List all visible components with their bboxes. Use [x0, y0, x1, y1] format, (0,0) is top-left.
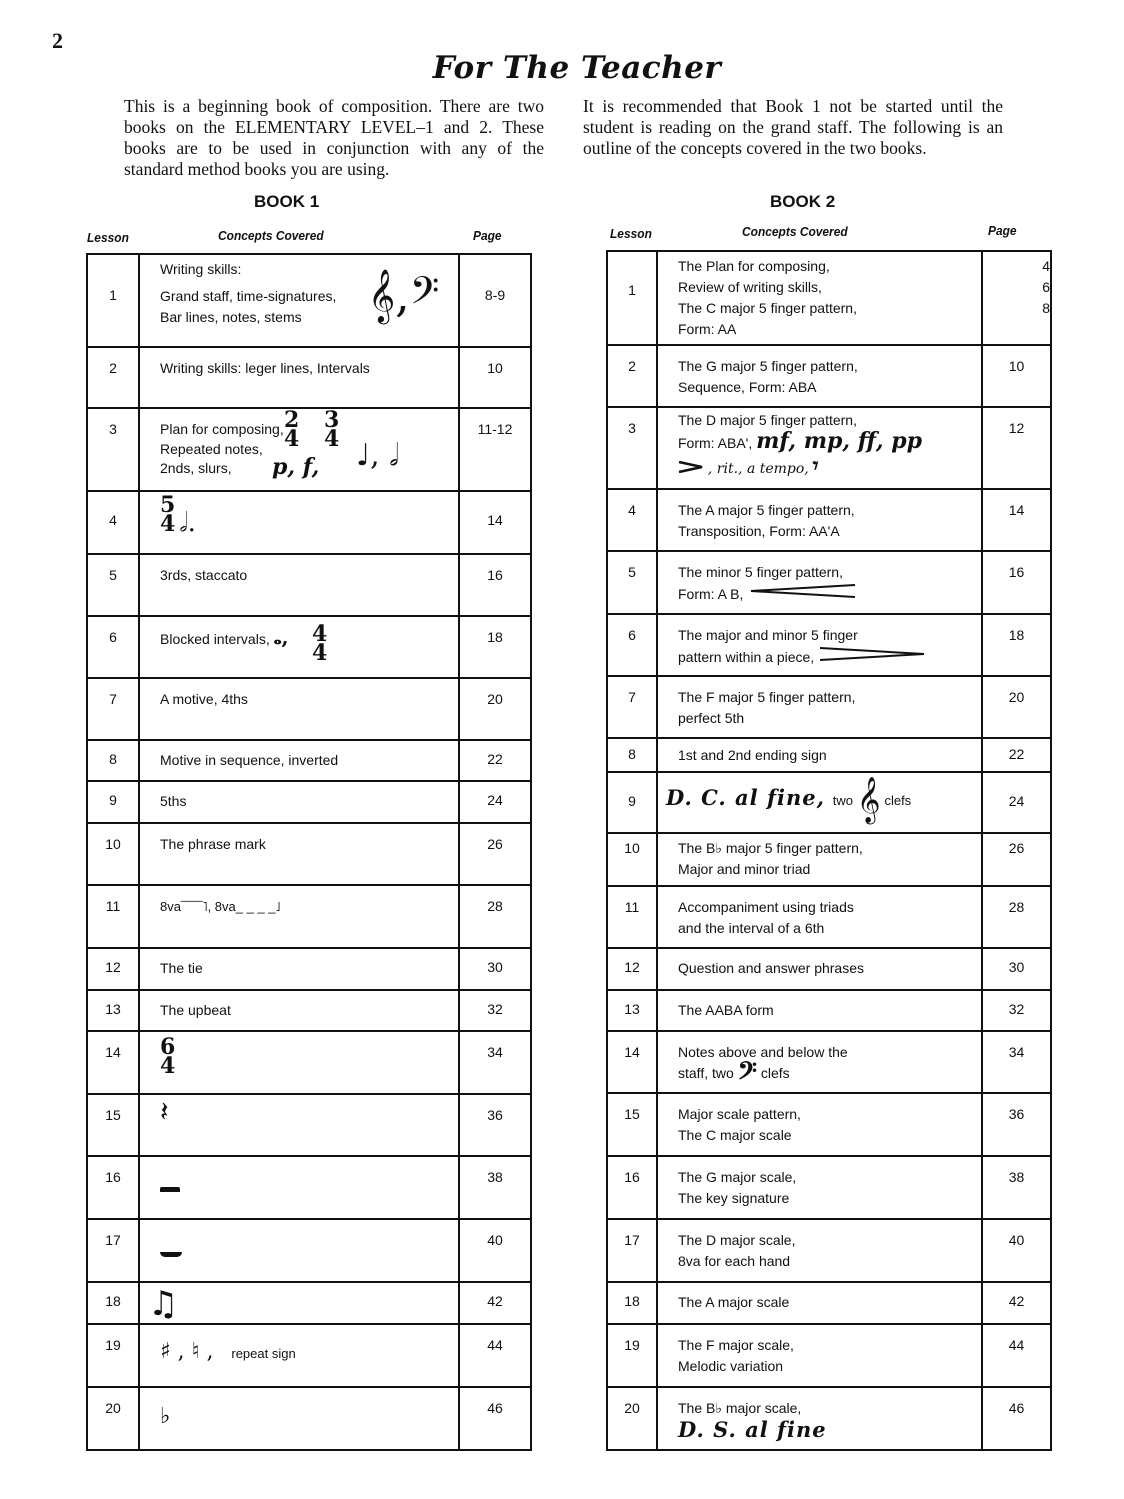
concept-line: The F major 5 finger pattern,: [678, 689, 856, 705]
concept-cell: [657, 551, 982, 614]
concept-cell: [657, 345, 982, 407]
table-row: [607, 251, 1051, 345]
book2-concepts-header: Concepts Covered: [742, 224, 848, 239]
table-row: [87, 948, 531, 990]
concept-cell: 5ths: [139, 781, 459, 823]
table-row: [607, 738, 1051, 772]
time-signature-6-4: 6 4: [160, 1034, 176, 1079]
ds-al-fine-text: D. S. al fine: [678, 1417, 827, 1442]
table-row: [87, 1219, 531, 1282]
lesson-number: 13: [87, 990, 139, 1031]
table-row: [87, 408, 531, 491]
table-row: [87, 554, 531, 616]
page-cell: 42: [459, 1282, 531, 1324]
lesson-number: 15: [607, 1093, 657, 1156]
table-row: [607, 1324, 1051, 1387]
lesson-number: 1: [607, 251, 657, 345]
flat-icon: ♭: [160, 1403, 171, 1429]
time-signature-5-4: 5 4: [160, 492, 176, 537]
page-cell: 18: [459, 616, 531, 678]
concept-cell: [657, 833, 982, 886]
page-cell: 20: [982, 676, 1051, 738]
sharp-natural-icon: ♯ , ♮ ,: [160, 1339, 214, 1364]
concept-line: Major scale pattern,: [678, 1106, 801, 1122]
lesson-number: 7: [87, 678, 139, 740]
page-value: 8: [1042, 300, 1050, 316]
whole-note-icon: 𝅝,: [273, 625, 289, 649]
lesson-number: 17: [607, 1219, 657, 1282]
treble-clef-icon: 𝄞: [856, 777, 881, 823]
page-cell: 18: [982, 614, 1051, 676]
book2-title: BOOK 2: [770, 192, 836, 211]
concept-line: The C major 5 finger pattern,: [678, 300, 857, 316]
concept-cell: [657, 1156, 982, 1219]
lesson-number: 16: [607, 1156, 657, 1219]
page-cell: 24: [459, 781, 531, 823]
book2-table: [606, 250, 1052, 1451]
intro-left-paragraph: This is a beginning book of composition. There are two books on the ELEMENTARY LEVEL–1 and 2. These books are to be used in conjunction with any of the standard method books you are using.: [124, 96, 544, 179]
concept-line: The G major scale,: [678, 1169, 797, 1185]
table-row: [87, 781, 531, 823]
lesson-number: 18: [87, 1282, 139, 1324]
page-cell: 46: [982, 1387, 1051, 1450]
concept-line: staff, two: [678, 1065, 734, 1081]
concept-line: clefs: [760, 1065, 790, 1081]
page-cell: 10: [459, 347, 531, 408]
table-row: [87, 990, 531, 1031]
concept-line: The B♭ major scale,: [678, 1400, 802, 1416]
concept-line: Major and minor triad: [678, 861, 811, 877]
page-cell: 8-9: [459, 254, 531, 347]
table-row: [607, 886, 1051, 948]
concept-cell: [657, 676, 982, 738]
concept-cell: Question and answer phrases: [657, 948, 982, 990]
concept-line: clefs: [884, 793, 912, 808]
concept-cell: 8va‾‾‾‾‾˥, 8va_ _ _ _˩: [139, 885, 459, 948]
book1-lesson-header: Lesson: [87, 230, 129, 245]
table-row: [87, 823, 531, 885]
concept-cell: 3rds, staccato: [139, 554, 459, 616]
lesson-number: 1: [87, 254, 139, 347]
table-row: [607, 676, 1051, 738]
table-row: [607, 614, 1051, 676]
concept-cell: [657, 772, 982, 833]
page-cell: 32: [982, 990, 1051, 1031]
bass-clef-icon: 𝄢: [737, 1057, 757, 1092]
table-row: [607, 1219, 1051, 1282]
concept-line: The A major 5 finger pattern,: [678, 502, 855, 518]
page-cell: 40: [459, 1219, 531, 1282]
table-row: [607, 1031, 1051, 1093]
concept-line: Bar lines, notes, stems: [160, 309, 302, 325]
lesson-number: 10: [607, 833, 657, 886]
table-row: [607, 551, 1051, 614]
concept-cell: [657, 489, 982, 551]
lesson-number: 14: [87, 1031, 139, 1094]
concept-cell: [139, 1324, 459, 1387]
lesson-number: 5: [87, 554, 139, 616]
page-cell: 40: [982, 1219, 1051, 1282]
concept-cell: The A major scale: [657, 1282, 982, 1324]
book1-page-header: Page: [473, 228, 502, 243]
lesson-number: 8: [607, 738, 657, 772]
table-row: [607, 1156, 1051, 1219]
lesson-number: 5: [607, 551, 657, 614]
lesson-number: 2: [87, 347, 139, 408]
page-cell: 12: [982, 407, 1051, 489]
concept-cell: [139, 1156, 459, 1219]
lesson-number: 11: [87, 885, 139, 948]
page-cell: 22: [459, 740, 531, 781]
book2-lesson-header: Lesson: [610, 226, 652, 241]
table-row: [87, 491, 531, 554]
lesson-number: 8: [87, 740, 139, 781]
table-row: [87, 678, 531, 740]
lesson-number: 3: [607, 407, 657, 489]
table-row: [607, 990, 1051, 1031]
concept-line: and the interval of a 6th: [678, 920, 825, 936]
book2-page-header: Page: [988, 223, 1017, 238]
concept-line: Writing skills:: [160, 261, 242, 277]
page-cell: 36: [459, 1094, 531, 1156]
concept-cell: [657, 1093, 982, 1156]
concept-cell: A motive, 4ths: [139, 678, 459, 740]
concept-line: Plan for composing,: [160, 421, 284, 437]
page-cell: 42: [982, 1282, 1051, 1324]
concept-line: Grand staff, time-signatures,: [160, 288, 337, 304]
lesson-number: 2: [607, 345, 657, 407]
concept-line: The key signature: [678, 1190, 790, 1206]
page-cell: 30: [459, 948, 531, 990]
table-row: [87, 347, 531, 408]
page-cell: 20: [459, 678, 531, 740]
page-value: 4: [1042, 258, 1050, 274]
page-cell: 28: [459, 885, 531, 948]
page-cell: 11-12: [459, 408, 531, 491]
table-row: [87, 254, 531, 347]
time-signature-3-4: 3 4: [324, 407, 340, 452]
concept-cell: The tie: [139, 948, 459, 990]
table-row: [607, 489, 1051, 551]
crescendo-icon: [747, 583, 857, 599]
concept-cell: Motive in sequence, inverted: [139, 740, 459, 781]
concept-cell: [657, 251, 982, 345]
half-rest-icon: [160, 1187, 180, 1192]
table-row: [607, 772, 1051, 833]
lesson-number: 12: [87, 948, 139, 990]
table-row: [607, 407, 1051, 489]
table-row: [607, 948, 1051, 990]
lesson-number: 14: [607, 1031, 657, 1093]
page-cell: 44: [982, 1324, 1051, 1387]
page-cell: 36: [982, 1093, 1051, 1156]
concept-line: The C major scale: [678, 1127, 792, 1143]
page-cell: 10: [982, 345, 1051, 407]
lesson-number: 4: [607, 489, 657, 551]
concept-line: The F major scale,: [678, 1337, 794, 1353]
concept-cell: [139, 1387, 459, 1450]
decrescendo-icon: [818, 646, 926, 662]
concept-cell: [139, 254, 459, 347]
concept-cell: [139, 1282, 459, 1324]
table-row: [87, 740, 531, 781]
page-cell: 34: [459, 1031, 531, 1094]
concept-line: repeat sign: [231, 1346, 296, 1361]
page-cell: 22: [982, 738, 1051, 772]
lesson-number: 6: [607, 614, 657, 676]
lesson-number: 10: [87, 823, 139, 885]
lesson-number: 4: [87, 491, 139, 554]
page-cell: 26: [982, 833, 1051, 886]
lesson-number: 13: [607, 990, 657, 1031]
page-number: 2: [52, 28, 63, 53]
lesson-number: 11: [607, 886, 657, 948]
table-row: [87, 1094, 531, 1156]
concept-line: Accompaniment using triads: [678, 899, 854, 915]
concept-line: The D major 5 finger pattern,: [678, 412, 857, 428]
tempo-markings: , rit., a tempo,: [707, 461, 809, 477]
concept-line: Blocked intervals,: [160, 631, 270, 647]
concept-line: pattern within a piece,: [678, 649, 815, 665]
book1-concepts-header: Concepts Covered: [218, 228, 324, 243]
dotted-half-note-icon: 𝅗𝅥.: [179, 508, 196, 538]
lesson-number: 17: [87, 1219, 139, 1282]
table-row: [607, 1387, 1051, 1450]
concept-cell: [139, 491, 459, 554]
page-cell: 24: [982, 772, 1051, 833]
concept-cell: The upbeat: [139, 990, 459, 1031]
table-row: [607, 345, 1051, 407]
page-cell: 44: [459, 1324, 531, 1387]
lesson-number: 20: [87, 1387, 139, 1450]
page-cell: 46: [459, 1387, 531, 1450]
concept-line: The D major scale,: [678, 1232, 796, 1248]
dynamics-mf-mp-ff-pp: mf, mp, ff, pp: [756, 428, 922, 454]
intro-right-paragraph: It is recommended that Book 1 not be started until the student is reading on the grand staff. The following is an outline of the concepts covered in the two books.: [583, 96, 1003, 158]
table-row: [87, 1031, 531, 1094]
page-cell: 14: [459, 491, 531, 554]
beamed-eighth-notes-icon: ♫: [148, 1284, 179, 1324]
page-cell: [982, 251, 1051, 345]
lesson-number: 3: [87, 408, 139, 491]
page-cell: 38: [982, 1156, 1051, 1219]
treble-bass-clef-icon: 𝄞,𝄢: [368, 268, 440, 322]
lesson-number: 15: [87, 1094, 139, 1156]
concept-cell: [657, 1387, 982, 1450]
lesson-number: 20: [607, 1387, 657, 1450]
concept-line: Melodic variation: [678, 1358, 784, 1374]
book1-table: [86, 253, 532, 1451]
book1-title: BOOK 1: [254, 192, 320, 211]
concept-line: The minor 5 finger pattern,: [678, 564, 843, 580]
concept-line: 8va for each hand: [678, 1253, 791, 1269]
whole-rest-icon: [160, 1252, 182, 1257]
concept-line: Notes above and below the: [678, 1044, 848, 1060]
page-value: 6: [1042, 279, 1050, 295]
page-cell: 38: [459, 1156, 531, 1219]
concept-cell: [139, 408, 459, 491]
concept-cell: The phrase mark: [139, 823, 459, 885]
concept-line: Transposition, Form: AA'A: [678, 523, 840, 539]
page-cell: 32: [459, 990, 531, 1031]
lesson-number: 19: [607, 1324, 657, 1387]
lesson-number: 12: [607, 948, 657, 990]
concept-line: The Plan for composing,: [678, 258, 830, 274]
accent-icon: [678, 461, 704, 473]
time-signature-2-4: 2 4: [284, 407, 300, 452]
dynamics-p-f: p, f,: [272, 454, 320, 480]
concept-line: Sequence, Form: ABA: [678, 379, 817, 395]
concept-line: Form: AA: [678, 321, 737, 337]
lesson-number: 9: [87, 781, 139, 823]
page-cell: 16: [982, 551, 1051, 614]
page-cell: 28: [982, 886, 1051, 948]
dc-al-fine-text: D. C. al fine,: [666, 785, 825, 810]
concept-cell: 1st and 2nd ending sign: [657, 738, 982, 772]
page-cell: 26: [459, 823, 531, 885]
page-title: For The Teacher: [432, 50, 722, 86]
quarter-half-note-icon: ♩, 𝅗𝅥: [356, 438, 399, 473]
time-signature-4-4: 4 4: [312, 621, 328, 666]
table-row: [87, 1387, 531, 1450]
eighth-rest-icon: 𝄾: [812, 453, 819, 479]
concept-cell: [139, 1094, 459, 1156]
concept-cell: [139, 1219, 459, 1282]
concept-line: perfect 5th: [678, 710, 745, 726]
page-cell: 14: [982, 489, 1051, 551]
quarter-rest-icon: 𝄽: [160, 1095, 169, 1128]
concept-line: Form: ABA',: [678, 435, 753, 451]
lesson-number: 7: [607, 676, 657, 738]
concept-cell: [139, 616, 459, 678]
table-row: [87, 616, 531, 678]
table-row: [87, 1282, 531, 1324]
table-row: [87, 1324, 531, 1387]
concept-line: The major and minor 5 finger: [678, 627, 858, 643]
lesson-number: 6: [87, 616, 139, 678]
concept-line: two: [832, 793, 854, 808]
concept-cell: [657, 1031, 982, 1093]
concept-cell: [657, 886, 982, 948]
concept-cell: [657, 1219, 982, 1282]
concept-cell: [657, 1324, 982, 1387]
concept-line: The G major 5 finger pattern,: [678, 358, 858, 374]
table-row: [87, 885, 531, 948]
lesson-number: 16: [87, 1156, 139, 1219]
lesson-number: 19: [87, 1324, 139, 1387]
concept-cell: The AABA form: [657, 990, 982, 1031]
page-cell: 30: [982, 948, 1051, 990]
table-row: [607, 1282, 1051, 1324]
table-row: [607, 1093, 1051, 1156]
concept-cell: [657, 614, 982, 676]
concept-line: 2nds, slurs,: [160, 460, 232, 476]
concept-cell: [139, 1031, 459, 1094]
concept-cell: [657, 407, 982, 489]
table-row: [607, 833, 1051, 886]
concept-line: Form: A B,: [678, 586, 744, 602]
concept-line: Review of writing skills,: [678, 279, 822, 295]
concept-line: The B♭ major 5 finger pattern,: [678, 840, 863, 856]
concept-cell: Writing skills: leger lines, Intervals: [139, 347, 459, 408]
page-cell: 34: [982, 1031, 1051, 1093]
page-cell: 16: [459, 554, 531, 616]
table-row: [87, 1156, 531, 1219]
lesson-number: 9: [607, 772, 657, 833]
lesson-number: 18: [607, 1282, 657, 1324]
concept-line: Repeated notes,: [160, 441, 263, 457]
